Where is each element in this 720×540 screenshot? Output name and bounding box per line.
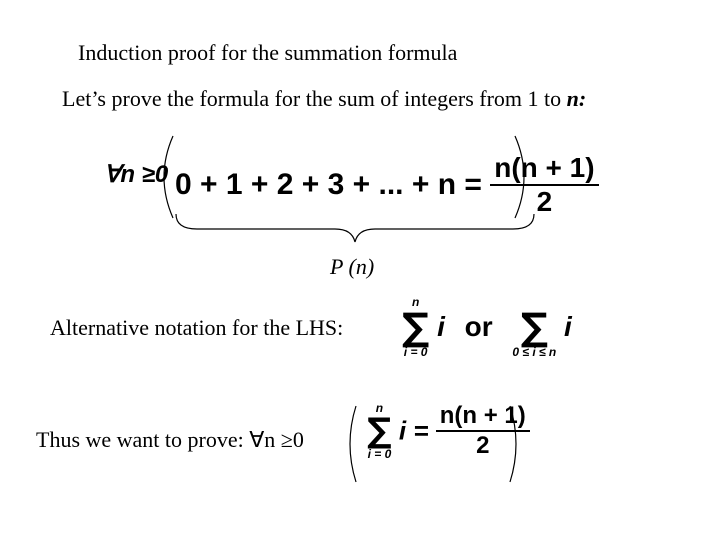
final-sum-body: i =	[398, 415, 429, 446]
intro-line	[62, 86, 586, 112]
main-parentheses	[153, 132, 543, 222]
equation-lhs: 0 + 1 + 2 + 3 + ... + n =	[175, 168, 482, 201]
final-numerator: n(n + 1)	[439, 402, 526, 429]
thus-label: Thus we want to prove: ∀n ≥0	[36, 427, 304, 452]
slide-title: Induction proof for the summation formula	[78, 40, 458, 65]
final-sigma-symbol: ∑	[367, 411, 392, 451]
alternative-sums	[402, 296, 572, 358]
sum1-upper: n	[411, 295, 420, 309]
final-parentheses	[346, 401, 536, 484]
intro-variable: n:	[566, 86, 587, 111]
sum2-lower: 0 ≤ i ≤ n	[512, 345, 557, 359]
or-word: or	[464, 311, 493, 342]
sum-notation-2	[512, 296, 556, 358]
predicate-label: P (n)	[330, 254, 375, 279]
fraction-numerator: n(n + 1)	[494, 152, 595, 183]
sum2-body: i	[564, 311, 572, 342]
underbrace	[175, 212, 535, 244]
final-equation	[352, 402, 530, 460]
fraction-denominator: 2	[490, 184, 598, 218]
sum-notation-1	[402, 296, 429, 358]
sum1-body: i	[437, 311, 445, 342]
main-equation	[175, 152, 599, 218]
sum1-lower: i = 0	[403, 345, 428, 359]
intro-text: Let’s prove the formula for the sum of integers from 1 to	[62, 86, 567, 111]
final-sum-upper: n	[375, 401, 384, 415]
alternative-label: Alternative notation for the LHS:	[50, 315, 344, 340]
final-sum-lower: i = 0	[367, 447, 392, 461]
sigma-symbol-1: ∑	[402, 305, 430, 349]
forall-quantifier: ∀n ≥0	[104, 161, 169, 188]
final-denominator: 2	[436, 430, 530, 460]
sigma-symbol-2: ∑	[520, 305, 548, 349]
